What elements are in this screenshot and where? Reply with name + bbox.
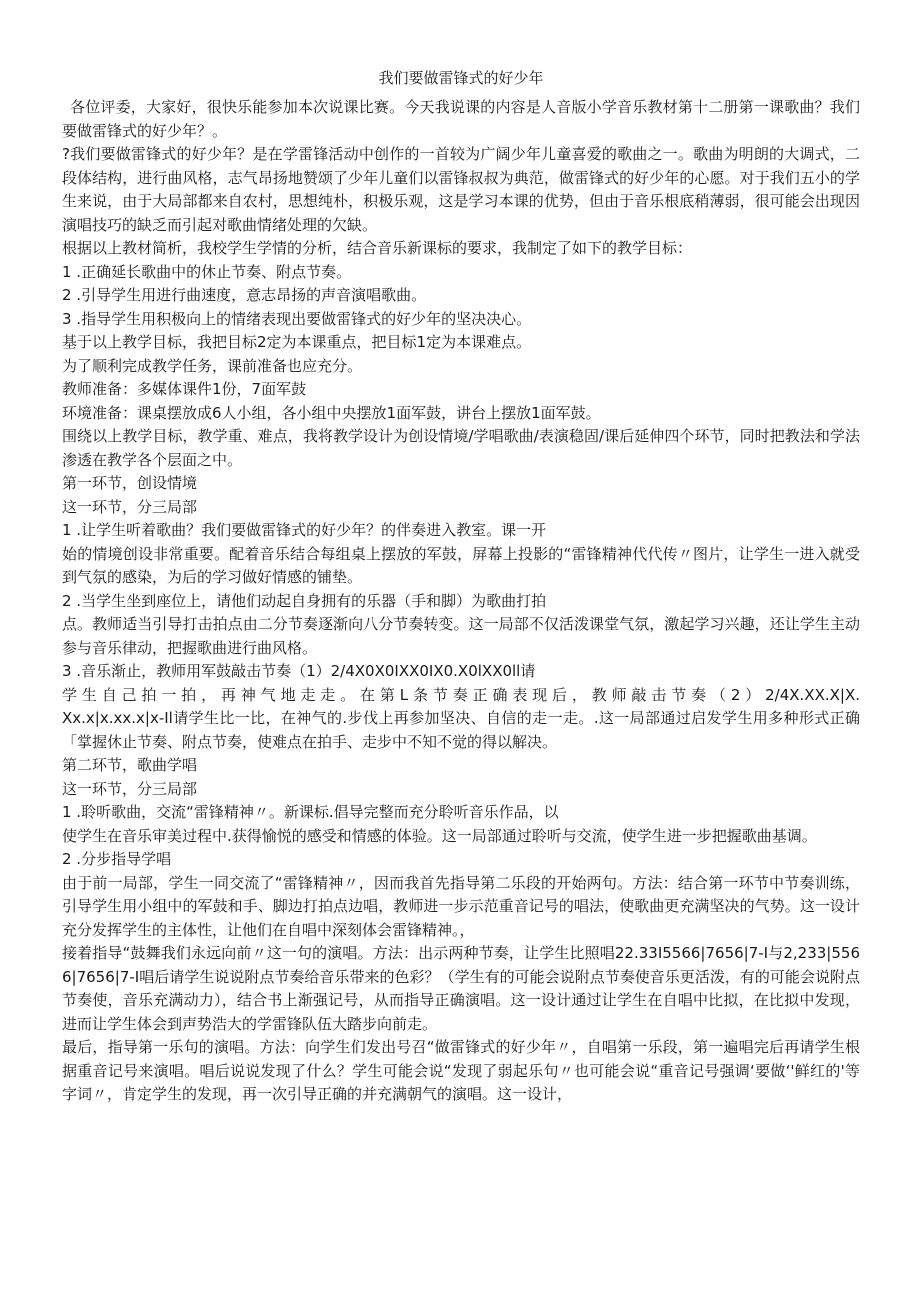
section-heading-1: 第一环节，创设情境 bbox=[62, 474, 198, 492]
step-2-1-detail: 使学生在音乐审美过程中.获得愉悦的感受和情感的体验。这一局部通过聆听与交流，使学生进一步把握歌曲基调。 bbox=[62, 826, 817, 845]
step-1-3-detail: 学 生 自 己 拍 一 拍 ， 再 神 气 地 走 走 。 在 第 L 条 节 奏 正 确 表 现 后 ， 教 师 敲 击 节 奏 （ 2 ） 2/4X.XX.X|X.Xx.x|x.xx.x|x-Il请学生比一比，在神气的.步伐上再参加坚决、自信的走一走。.这一局部通过启发学生用多种形式正确「掌握休止节奏、附点节奏，使难点在拍手、走步中不知不觉的得以解决。 bbox=[62, 685, 860, 751]
goal-item-2: 2 .引导学生用进行曲速度，意志昂扬的声音演唱歌曲。 bbox=[62, 286, 427, 304]
step-2-2-rhythm: 接着指导“鼓舞我们永远向前〃这一句的演唱。方法：出示两种节奏，让学生比照唱22.33I5566|7656|7-I与2,233|5566|7656|7-I唱后请学生说说附点节奏给音乐带来的色彩？（学生有的可能会说附点节奏使音乐更活泼，有的可能会说附点节奏使，音乐充满动力），结合书上渐强记号，从而指导正确演唱。这一设计通过让学生在自唱中比拟，在比拟中发现，进而让学生体会到声势浩大的学雷锋队伍大踏步向前走。 bbox=[62, 944, 860, 1033]
section-subheading-2: 这一环节，分三局部 bbox=[62, 779, 198, 798]
section-heading-2: 第二环节，歌曲学唱 bbox=[62, 756, 198, 774]
paragraph-song-analysis: ?我们要做雷锋式的好少年？是在学雷锋活动中创作的一首较为广阔少年儿童喜爱的歌曲之一。歌曲为明朗的大调式，二段体结构，进行曲风格，志气昂扬地赞颂了少年儿童们以雷锋叔叔为典范，做雷锋式的好少年的心愿。对于我们五小的学生来说，由于大局部都来自农村，思想纯朴，积极乐观，这是学习本课的优势，但由于音乐根底稍薄弱，很可能会出现因演唱技巧的缺乏而引起对歌曲情绪处理的欠缺。 bbox=[62, 145, 860, 234]
document-page bbox=[62, 66, 860, 1107]
paragraph-goals-intro: 根据以上教材简析，我校学生学情的分析，结合音乐新课标的要求，我制定了如下的教学目标： bbox=[62, 239, 693, 257]
document-title: 我们要做雷锋式的好少年 bbox=[378, 69, 544, 87]
section-subheading-1: 这一环节，分三局部 bbox=[62, 497, 198, 516]
step-1-1-detail: 始的情境创设非常重要。配着音乐结合每组桌上摆放的军鼓，屏幕上投影的“雷锋精神代代传〃图片，让学生一进入就受到气氛的感染，为后的学习做好情感的铺垫。 bbox=[62, 544, 860, 586]
paragraph-environment-prep: 环境准备：课桌摆放成6人小组，各小组中央摆放1面军鼓，讲台上摆放1面军鼓。 bbox=[62, 403, 601, 422]
step-1-3: 3 .音乐渐止，教师用军鼓敲击节奏（1）2/4X0X0IXX0IX0.X0lXX0ll请 bbox=[62, 662, 536, 680]
step-2-1: 1 .聆听歌曲，交流“雷锋精神〃。新课标.倡导完整而充分聆听音乐作品，以 bbox=[62, 803, 559, 821]
step-1-2: 2 .当学生坐到座位上，请他们动起自身拥有的乐器（手和脚）为歌曲打拍 bbox=[62, 591, 547, 610]
step-1-1: 1 .让学生听着歌曲？我们要做雷锋式的好少年？的伴奏进入教室。课一开 bbox=[62, 521, 547, 539]
paragraph-intro: 各位评委，大家好，很快乐能参加本次说课比赛。今天我说课的内容是人音版小学音乐教材第十二册第一课歌曲？我们要做雷锋式的好少年？。 bbox=[62, 98, 860, 140]
paragraph-teacher-prep: 教师准备：多媒体课件1份，7面军鼓 bbox=[62, 380, 307, 398]
step-2-2: 2 .分步指导学唱 bbox=[62, 850, 172, 868]
document-body bbox=[62, 96, 860, 1107]
paragraph-teaching-design: 围绕以上教学目标，教学重、难点，我将教学设计为创设情境/学唱歌曲/表演稳固/课后延伸四个环节，同时把教法和学法渗透在教学各个层面之中。 bbox=[62, 427, 860, 469]
paragraph-key-points: 基于以上教学目标，我把目标2定为本课重点，把目标1定为本课难点。 bbox=[62, 333, 532, 351]
step-1-2-detail: 点。教师适当引导打击拍点由二分节奏逐渐向八分节奏转变。这一局部不仅活泼课堂气氛，激起学习兴趣，还让学生主动参与音乐律动，把握歌曲进行曲风格。 bbox=[62, 615, 860, 657]
step-2-2-final: 最后，指导第一乐句的演唱。方法：向学生们发出号召“做雷锋式的好少年〃，自唱第一乐段，第一遍唱完后再请学生根据重音记号来演唱。唱后说说发现了什么？学生可能会说“发现了弱起乐句〃也可能会说“重音记号强调‘要做‘'鲜红的'等字词〃，肯定学生的发现，再一次引导正确的并充满朝气的演唱。这一设计， bbox=[62, 1038, 860, 1103]
step-2-2-detail: 由于前一局部，学生一同交流了“雷锋精神〃，因而我首先指导第二乐段的开始两句。方法：结合第一环节中节奏训练，引导学生用小组中的军鼓和手、脚边打拍点边唱，教师进一步示范重音记号的唱法，使歌曲更充满坚决的气势。这一设计充分发挥学生的主体性，让他们在自唱中深刻体会雷锋精神。， bbox=[62, 873, 860, 939]
goal-item-3: 3 .指导学生用积极向上的情绪表现出要做雷锋式的好少年的坚决决心。 bbox=[62, 309, 532, 328]
paragraph-preparation: 为了顺利完成教学任务，课前准备也应充分。 bbox=[62, 356, 363, 375]
goal-item-1: 1 .正确延长歌曲中的休止节奏、附点节奏。 bbox=[62, 262, 352, 281]
